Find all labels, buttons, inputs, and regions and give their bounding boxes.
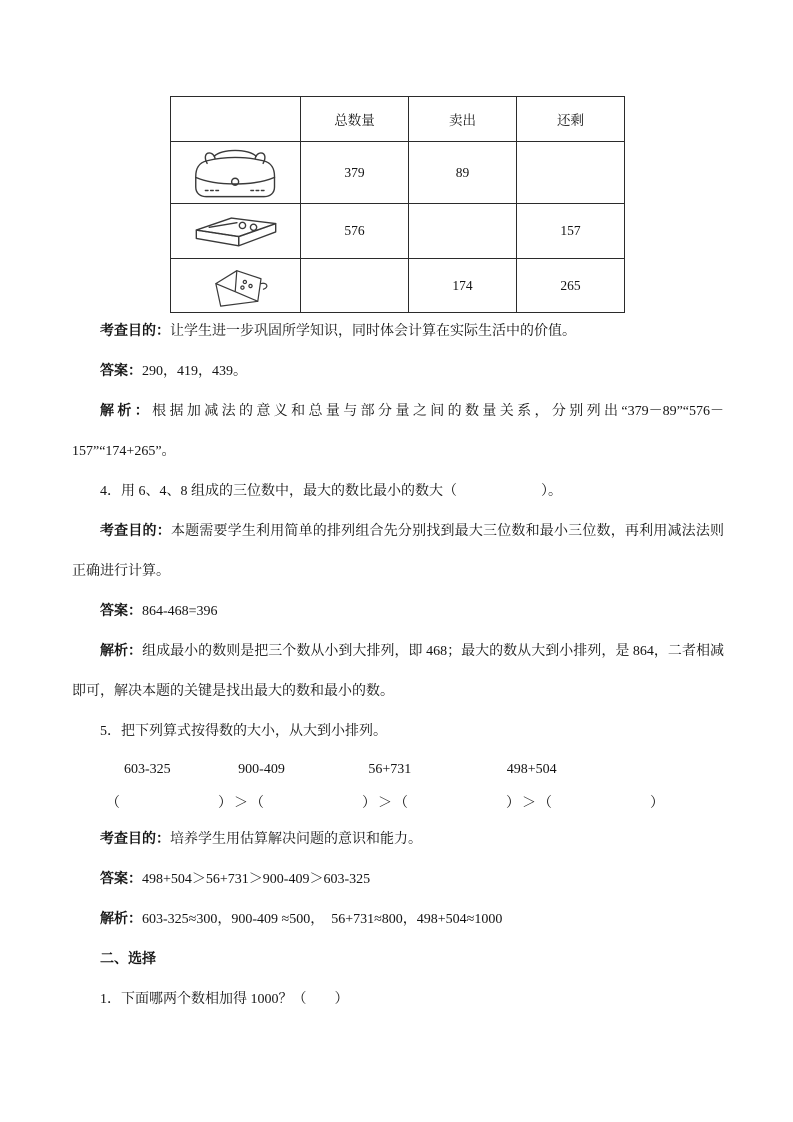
cell-schoolbag-sold: 89 bbox=[409, 142, 517, 204]
pencil-sharpener-icon bbox=[193, 261, 279, 311]
expression-2: 900-409 bbox=[238, 762, 285, 777]
q4-purpose-paragraph bbox=[72, 512, 724, 592]
table-row-schoolbag bbox=[171, 142, 625, 204]
answer-label: 答案： bbox=[100, 364, 142, 379]
cell-sharpener-remaining: 265 bbox=[517, 259, 625, 313]
table-corner-cell bbox=[171, 97, 301, 142]
q3-analysis-text: 根据加减法的意义和总量与部分量之间的数量关系，分别列出“379－89”“576－157”“174+265”。 bbox=[72, 404, 725, 459]
col-header-total: 总数量 bbox=[301, 97, 409, 142]
schoolbag-icon bbox=[184, 145, 288, 201]
q4-answer-paragraph bbox=[72, 592, 724, 632]
q3-analysis-paragraph bbox=[72, 392, 724, 472]
q3-answer-text: 290，419，439。 bbox=[142, 364, 247, 379]
q5-answer-text: 498+504＞56+731＞900-409＞603-325 bbox=[142, 872, 371, 887]
q5-purpose-paragraph bbox=[72, 820, 724, 860]
analysis-label: 解析： bbox=[100, 912, 142, 927]
analysis-label: 解析： bbox=[100, 644, 143, 659]
schoolbag-image-cell bbox=[171, 142, 301, 204]
q5-answer-paragraph bbox=[72, 860, 724, 900]
analysis-label: 解析： bbox=[100, 404, 153, 419]
q4-answer-text: 864-468=396 bbox=[142, 604, 218, 619]
table-row-sharpener bbox=[171, 259, 625, 313]
col-header-remaining: 还剩 bbox=[517, 97, 625, 142]
pencil-case-image-cell bbox=[171, 204, 301, 259]
cell-sharpener-total bbox=[301, 259, 409, 313]
q4-purpose-text: 本题需要学生利用简单的排列组合先分别找到最大三位数和最小三位数，再利用减法法则正确进行计算。 bbox=[72, 524, 725, 579]
q5-expression-row bbox=[72, 752, 724, 788]
pencil-case-icon bbox=[184, 207, 288, 255]
cell-pencil-case-total: 576 bbox=[301, 204, 409, 259]
q3-answer-paragraph bbox=[72, 352, 724, 392]
q5-answer-blanks: （ ）＞（ ）＞（ ）＞（ ） bbox=[106, 796, 666, 811]
q3-purpose-paragraph bbox=[72, 312, 724, 352]
cell-pencil-case-sold bbox=[409, 204, 517, 259]
col-header-sold: 卖出 bbox=[409, 97, 517, 142]
q5-analysis-text: 603-325≈300，900-409 ≈500， 56+731≈800，498+504≈1000 bbox=[142, 912, 503, 927]
cell-schoolbag-total: 379 bbox=[301, 142, 409, 204]
expression-1: 603-325 bbox=[124, 762, 171, 777]
expression-3: 56+731 bbox=[368, 762, 412, 777]
purpose-label: 考查目的： bbox=[100, 524, 171, 539]
question-4: 4．用 6、4、8 组成的三位数中，最大的数比最小的数大（ ）。 bbox=[100, 484, 562, 499]
cell-sharpener-sold: 174 bbox=[409, 259, 517, 313]
answer-label: 答案： bbox=[100, 872, 142, 887]
quantity-table bbox=[170, 96, 625, 313]
q5-analysis-paragraph bbox=[72, 900, 724, 940]
table-header-row bbox=[171, 97, 625, 142]
section-2-title: 二、选择 bbox=[100, 952, 156, 967]
q4-analysis-paragraph bbox=[72, 632, 724, 712]
q4-analysis-text: 组成最小的数则是把三个数从小到大排列，即 468；最大的数从大到小排列，是 864，二者相减即可，解决本题的关键是找出最大的数和最小的数。 bbox=[72, 644, 725, 699]
q5-purpose-text: 培养学生用估算解决问题的意识和能力。 bbox=[170, 832, 422, 847]
table-row-pencil-case bbox=[171, 204, 625, 259]
q3-purpose-text: 让学生进一步巩固所学知识，同时体会计算在实际生活中的价值。 bbox=[170, 324, 576, 339]
cell-schoolbag-remaining bbox=[517, 142, 625, 204]
purpose-label: 考查目的： bbox=[100, 324, 170, 339]
purpose-label: 考查目的： bbox=[100, 832, 170, 847]
sharpener-image-cell bbox=[171, 259, 301, 313]
expression-4: 498+504 bbox=[506, 762, 557, 777]
question-5: 5．把下列算式按得数的大小，从大到小排列。 bbox=[100, 724, 387, 739]
answer-label: 答案： bbox=[100, 604, 142, 619]
worksheet-body bbox=[72, 312, 724, 1020]
section-2-question-1: 1．下面哪两个数相加得 1000？（ ） bbox=[100, 992, 349, 1007]
cell-pencil-case-remaining: 157 bbox=[517, 204, 625, 259]
